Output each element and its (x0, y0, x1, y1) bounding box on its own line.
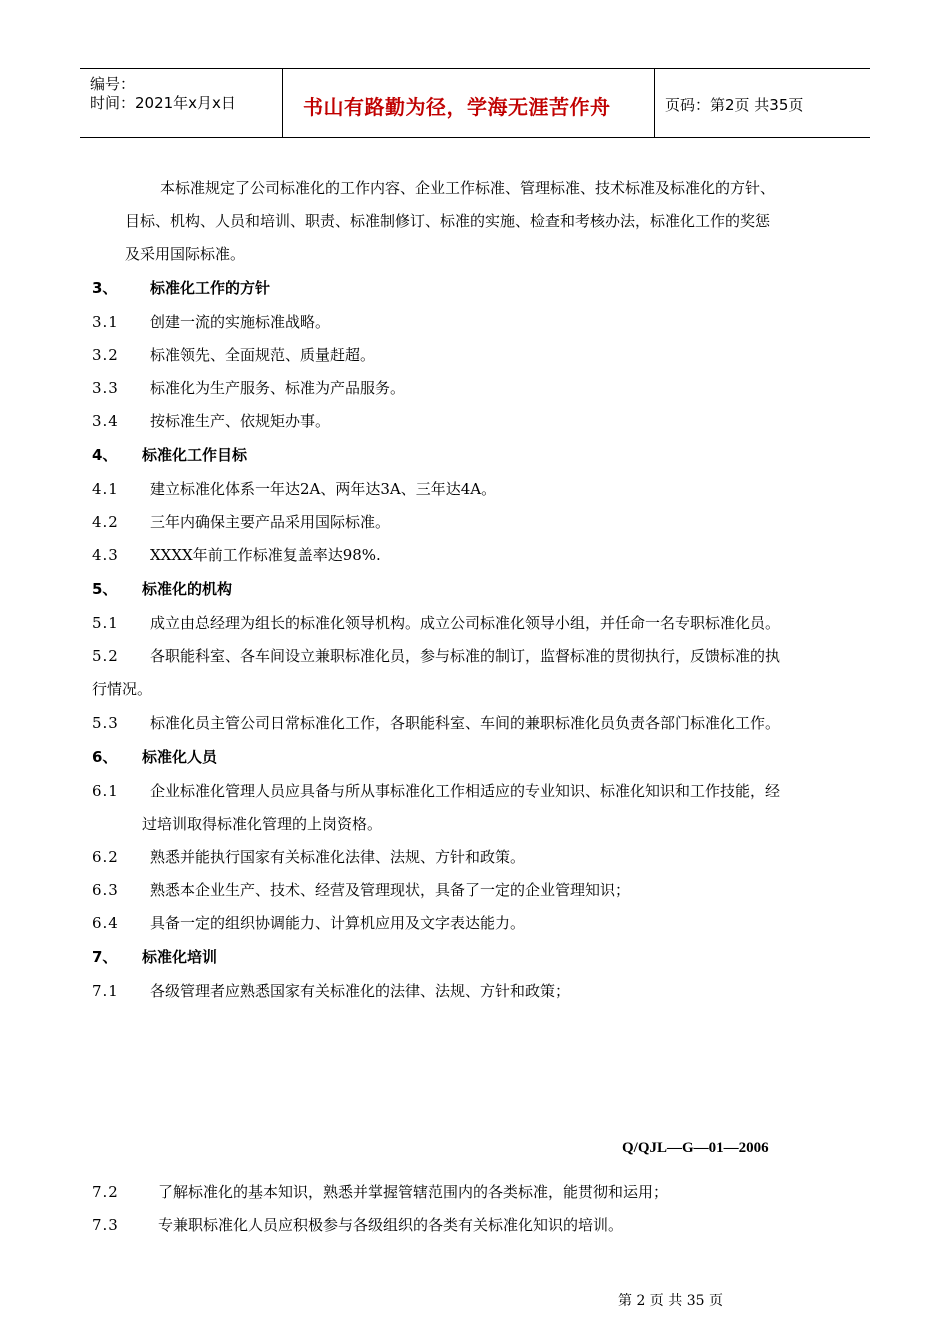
item-5-3-text: 标准化员主管公司日常标准化工作，各职能科室、车间的兼职标准化员负责各部门标准化工作。 (150, 714, 781, 732)
intro-line-1: 本标准规定了公司标准化的工作内容、企业工作标准、管理标准、技术标准及标准化的方针、 (160, 179, 776, 197)
header-motto-cell (283, 69, 655, 137)
item-6-3-text: 熟悉本企业生产、技术、经营及管理现状，具备了一定的企业管理知识； (150, 881, 631, 899)
page-header (80, 68, 870, 138)
item-3-3-text: 标准化为生产服务、标准为产品服务。 (150, 379, 406, 397)
item-6-1-number: 6.1 (92, 782, 119, 800)
item-7-1-number: 7.1 (92, 982, 119, 1000)
item-6-1-continuation: 过培训取得标准化管理的上岗资格。 (142, 815, 383, 833)
item-5-3-number: 5.3 (92, 714, 119, 732)
section-7-number: 7、 (92, 948, 118, 966)
item-6-2-number: 6.2 (92, 848, 119, 866)
item-3-1-text: 创建一流的实施标准战略。 (150, 313, 331, 331)
section-5-number: 5、 (92, 580, 118, 598)
item-5-2-continuation: 行情况。 (92, 680, 153, 698)
item-5-2-number: 5.2 (92, 647, 119, 665)
section-7-title: 标准化培训 (142, 948, 218, 966)
section-6-title: 标准化人员 (142, 748, 218, 766)
section-5-title: 标准化的机构 (142, 580, 233, 598)
item-4-3-text: XXXX年前工作标准复盖率达98%. (150, 546, 381, 564)
item-7-3-text: 专兼职标准化人员应积极参与各级组织的各类有关标准化知识的培训。 (158, 1216, 624, 1234)
item-3-2-text: 标准领先、全面规范、质量赶超。 (150, 346, 376, 364)
item-5-1-number: 5.1 (92, 614, 119, 632)
item-6-3-number: 6.3 (92, 881, 119, 899)
item-5-1-text: 成立由总经理为组长的标准化领导机构。成立公司标准化领导小组，并任命一名专职标准化员。 (150, 614, 781, 632)
item-7-2-text: 了解标准化的基本知识，熟悉并掌握管辖范围内的各类标准，能贯彻和运用； (158, 1183, 669, 1201)
item-3-1-number: 3.1 (92, 313, 119, 331)
item-4-1-text: 建立标准化体系一年达2A、两年达3A、三年达4A。 (150, 480, 497, 498)
item-6-4-text: 具备一定的组织协调能力、计算机应用及文字表达能力。 (150, 914, 526, 932)
section-3-title: 标准化工作的方针 (150, 279, 271, 297)
section-3-number: 3、 (92, 279, 118, 297)
section-4-number: 4、 (92, 446, 118, 464)
item-7-3-number: 7.3 (92, 1216, 119, 1234)
item-7-1-text: 各级管理者应熟悉国家有关标准化的法律、法规、方针和政策； (150, 982, 571, 1000)
item-6-4-number: 6.4 (92, 914, 119, 932)
item-3-3-number: 3.3 (92, 379, 119, 397)
item-3-4-text: 按标准生产、依规矩办事。 (150, 412, 331, 430)
item-4-3-number: 4.3 (92, 546, 119, 564)
item-4-1-number: 4.1 (92, 480, 119, 498)
intro-line-2: 目标、机构、人员和培训、职责、标准制修订、标准的实施、检查和考核办法，标准化工作的奖惩 (125, 212, 771, 230)
page-footer: 第 2 页 共 35 页 (618, 1293, 723, 1309)
header-right-cell (655, 69, 870, 137)
item-6-2-text: 熟悉并能执行国家有关标准化法律、法规、方针和政策。 (150, 848, 526, 866)
item-6-1-text: 企业标准化管理人员应具备与所从事标准化工作相适应的专业知识、标准化知识和工作技能，经 (150, 782, 781, 800)
page-info: 页码：第2页 共35页 (665, 96, 804, 114)
item-4-2-text: 三年内确保主要产品采用国际标准。 (150, 513, 391, 531)
section-6-number: 6、 (92, 748, 118, 766)
number-label: 编号： (90, 75, 136, 93)
item-5-2-text: 各职能科室、各车间设立兼职标准化员，参与标准的制订，监督标准的贯彻执行，反馈标准的执 (150, 647, 781, 665)
time-label: 时间：2021年x月x日 (90, 94, 236, 112)
item-3-2-number: 3.2 (92, 346, 119, 364)
item-7-2-number: 7.2 (92, 1183, 119, 1201)
intro-line-3: 及采用国际标准。 (125, 245, 246, 263)
motto: 书山有路勤为径，学海无涯苦作舟 (303, 95, 611, 119)
item-4-2-number: 4.2 (92, 513, 119, 531)
item-3-4-number: 3.4 (92, 412, 119, 430)
header-left-cell (80, 69, 283, 137)
document-number: Q/QJL—G—01—2006 (622, 1140, 769, 1156)
section-4-title: 标准化工作目标 (142, 446, 248, 464)
